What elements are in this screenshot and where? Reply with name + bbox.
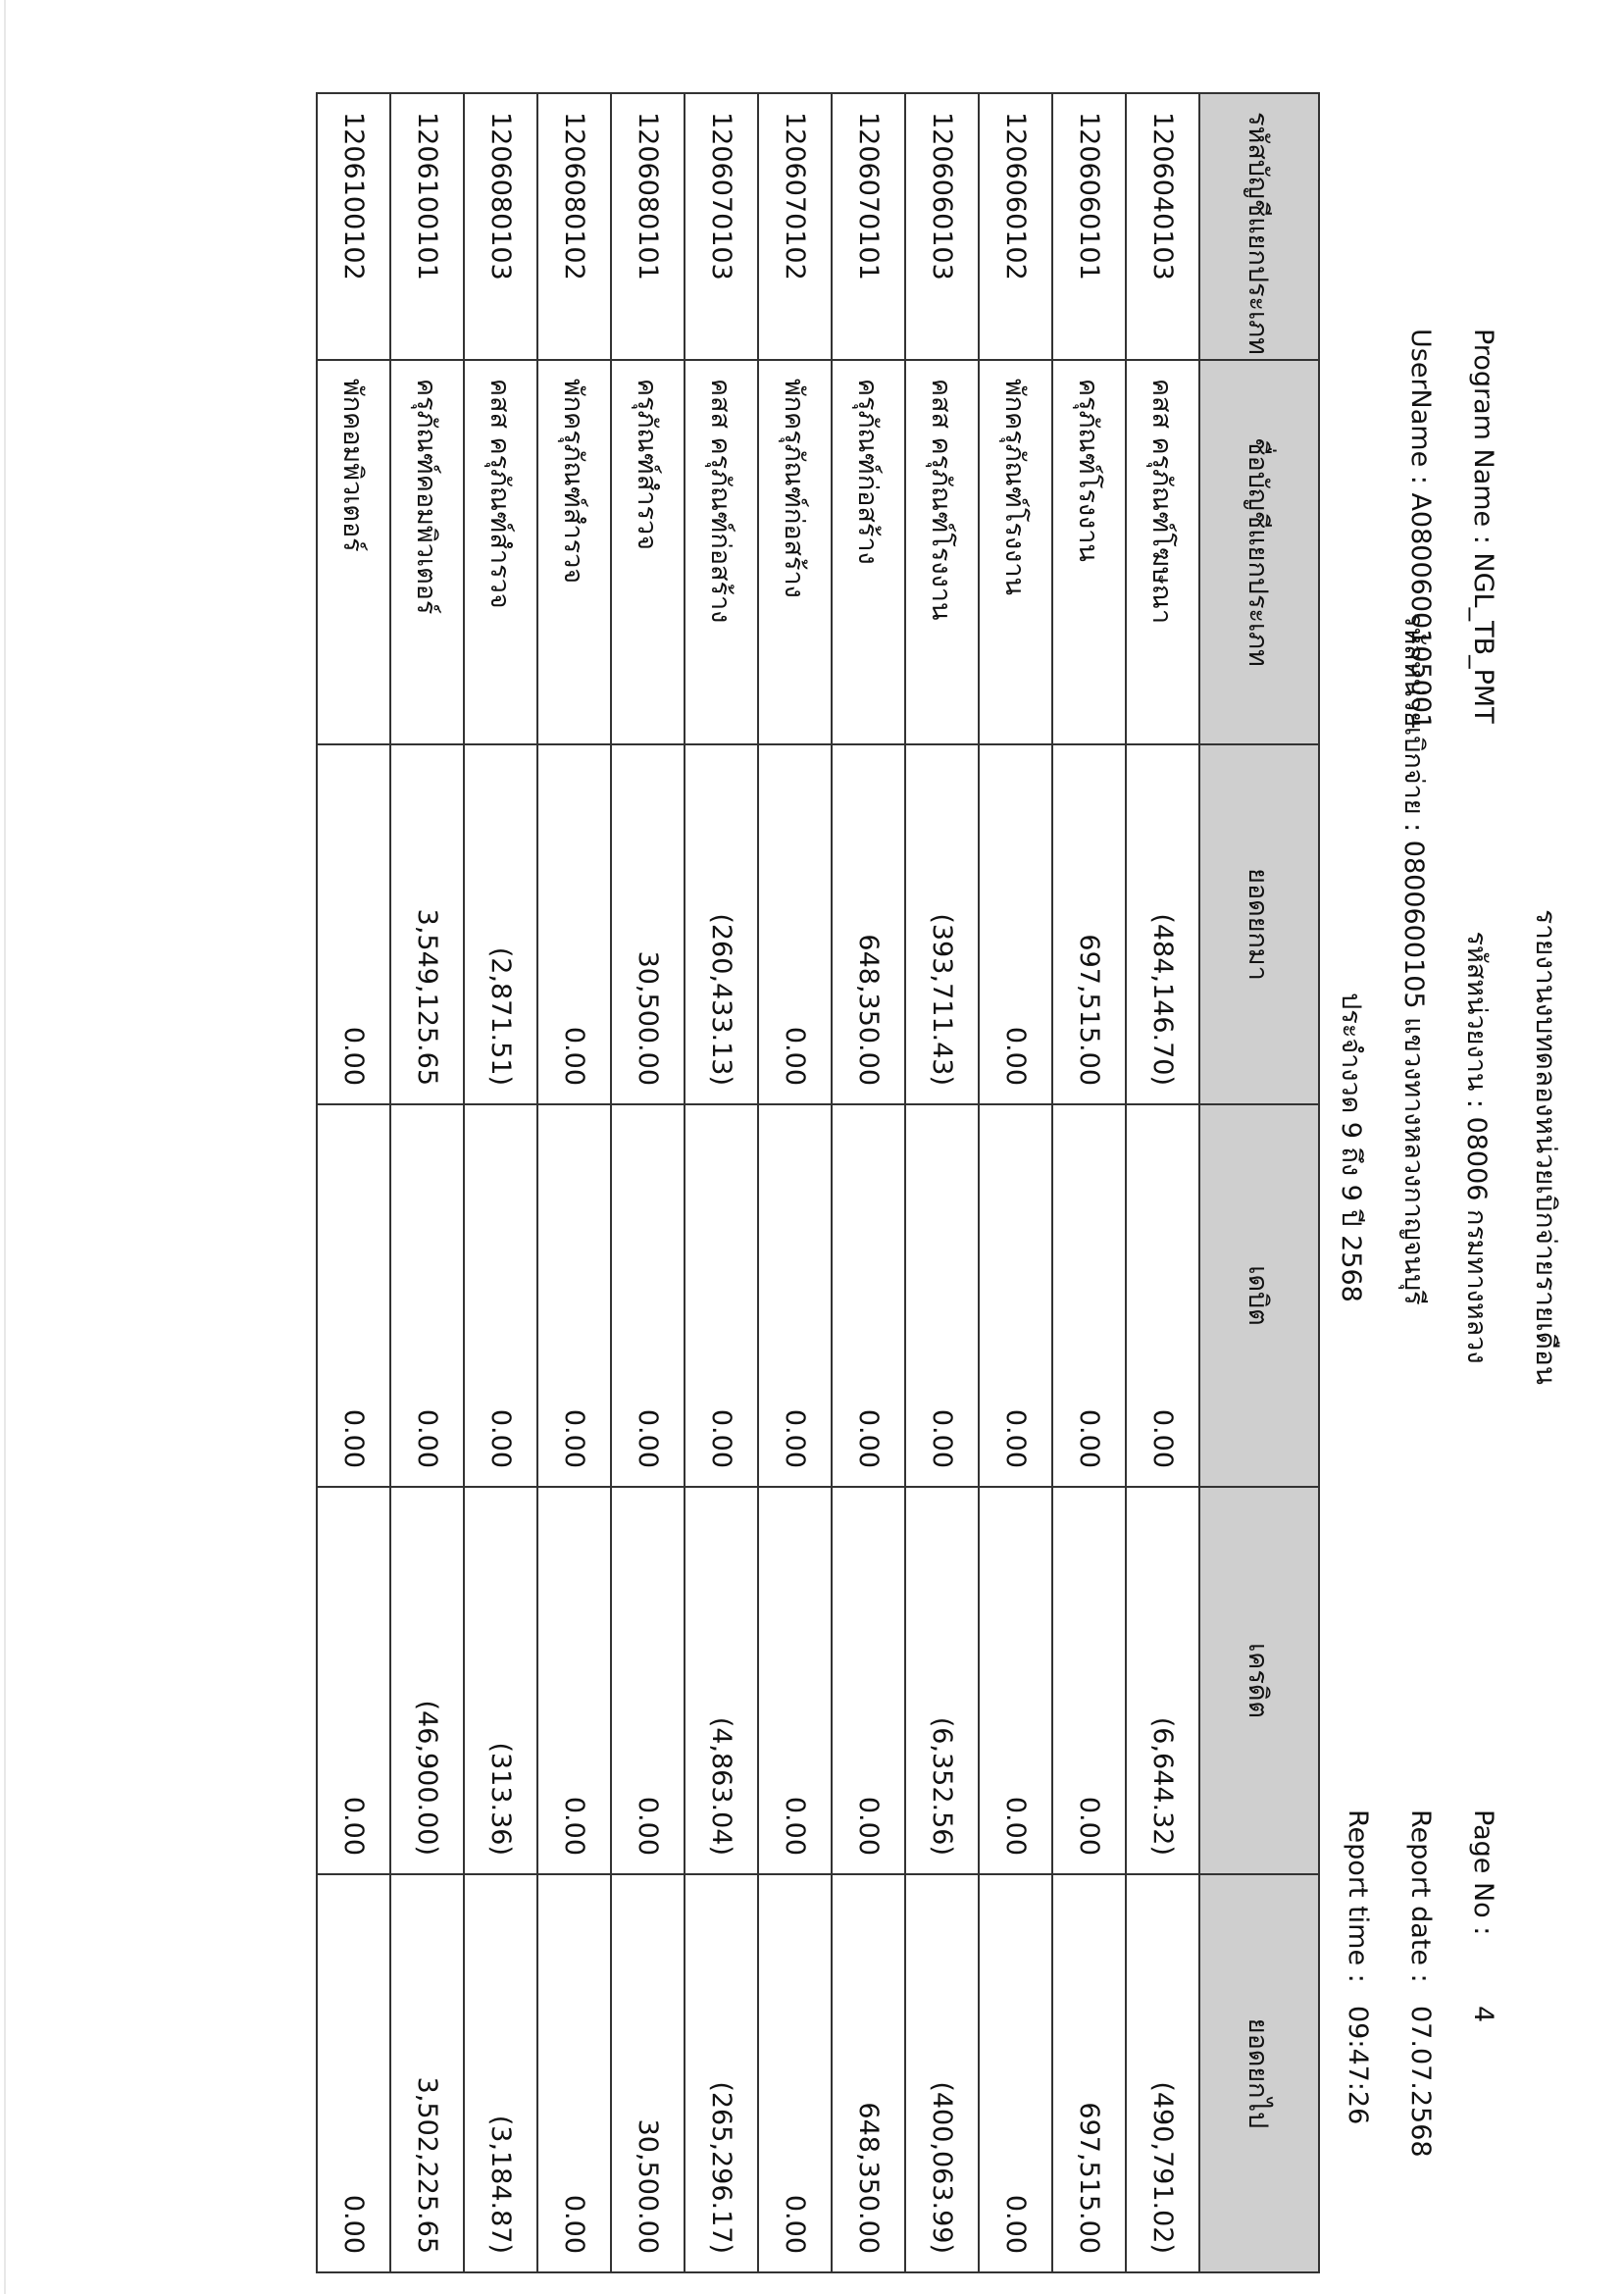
cell-debit: 0.00 (979, 1104, 1052, 1487)
cell-account-name: คสส ครุภัณฑ์โฆษณา (1126, 360, 1199, 744)
cell-account-name: ครุภัณฑ์คอมพิวเตอร์ (390, 360, 464, 744)
cell-credit: (313.36) (464, 1487, 537, 1874)
page-fold-line (4, 0, 6, 2294)
cell-credit: 0.00 (611, 1487, 685, 1874)
cell-balance-brought-forward: (2,871.51) (464, 744, 537, 1104)
table-row (979, 93, 1052, 2272)
cell-account-code: 1206070103 (685, 93, 758, 360)
table-row (464, 93, 537, 2272)
report-time-value: 09:47:26 (1343, 2006, 1373, 2125)
trial-balance-table (316, 92, 1320, 2273)
cell-balance-carried-forward: (490,791.02) (1126, 1874, 1199, 2272)
cell-account-name: คสส ครุภัณฑ์สำรวจ (464, 360, 537, 744)
cell-account-name: คสส ครุภัณฑ์ก่อสร้าง (685, 360, 758, 744)
table-row (390, 93, 464, 2272)
cell-account-code: 1206080102 (537, 93, 611, 360)
cell-debit: 0.00 (390, 1104, 464, 1487)
cell-balance-carried-forward: 0.00 (979, 1874, 1052, 2272)
cell-balance-carried-forward: 0.00 (537, 1874, 611, 2272)
cell-account-name: คสส ครุภัณฑ์โรงงาน (905, 360, 979, 744)
page-no-label: Page No : (1468, 1810, 1498, 1936)
cell-credit: (6,352.56) (905, 1487, 979, 1874)
cell-account-code: 1206040103 (1126, 93, 1199, 360)
cell-balance-brought-forward: 0.00 (979, 744, 1052, 1104)
cell-balance-brought-forward: (484,146.70) (1126, 744, 1199, 1104)
cell-balance-brought-forward: 3,549,125.65 (390, 744, 464, 1104)
disbursing-unit-code: รหัสหน่วยเบิกจ่าย : 0800600105 แขวงทางหลวงกาญจนบุรี (1398, 613, 1429, 1305)
user-name: UserName : A0800600105001 (1405, 329, 1436, 731)
table-row (832, 93, 905, 2272)
cell-credit: 0.00 (537, 1487, 611, 1874)
cell-credit: 0.00 (832, 1487, 905, 1874)
table-body (317, 93, 1199, 2272)
page-no-value: 4 (1468, 2006, 1498, 2023)
cell-debit: 0.00 (1126, 1104, 1199, 1487)
table-row (537, 93, 611, 2272)
cell-account-code: 1206100101 (390, 93, 464, 360)
cell-balance-carried-forward: 0.00 (317, 1874, 390, 2272)
report-date-value: 07.07.2568 (1405, 2006, 1436, 2158)
table-row (1052, 93, 1126, 2272)
cell-account-code: 1206070102 (758, 93, 832, 360)
cell-debit: 0.00 (905, 1104, 979, 1487)
cell-balance-brought-forward: (260,433.13) (685, 744, 758, 1104)
cell-account-code: 1206060102 (979, 93, 1052, 360)
cell-balance-brought-forward: 697,515.00 (1052, 744, 1126, 1104)
cell-account-name: ครุภัณฑ์ก่อสร้าง (832, 360, 905, 744)
column-header-debit: เดบิต (1199, 1104, 1319, 1487)
cell-balance-carried-forward: 697,515.00 (1052, 1874, 1126, 2272)
cell-account-name: ครุภัณฑ์สำรวจ (611, 360, 685, 744)
cell-account-code: 1206070101 (832, 93, 905, 360)
table-row (1126, 93, 1199, 2272)
cell-account-name: พักครุภัณฑ์ก่อสร้าง (758, 360, 832, 744)
cell-debit: 0.00 (464, 1104, 537, 1487)
department-code: รหัสหน่วยงาน : 08006 กรมทางหลวง (1461, 931, 1492, 1364)
cell-balance-carried-forward: (3,184.87) (464, 1874, 537, 2272)
cell-credit: (6,644.32) (1126, 1487, 1199, 1874)
cell-balance-carried-forward: 30,500.00 (611, 1874, 685, 2272)
cell-account-code: 1206060101 (1052, 93, 1126, 360)
table-header-row (1199, 93, 1319, 2272)
cell-debit: 0.00 (611, 1104, 685, 1487)
column-header-account-code: รหัสบัญชีแยกประเภท (1199, 93, 1319, 360)
cell-balance-carried-forward: (400,063.99) (905, 1874, 979, 2272)
table-row (611, 93, 685, 2272)
cell-credit: 0.00 (758, 1487, 832, 1874)
cell-debit: 0.00 (1052, 1104, 1126, 1487)
cell-balance-brought-forward: (393,711.43) (905, 744, 979, 1104)
cell-balance-carried-forward: (265,296.17) (685, 1874, 758, 2272)
cell-debit: 0.00 (758, 1104, 832, 1487)
table-row (758, 93, 832, 2272)
cell-balance-brought-forward: 0.00 (758, 744, 832, 1104)
report-title: รายงานงบทดลองหน่วยเบิกจ่ายรายเดือน (1530, 909, 1562, 1385)
cell-account-code: 1206080101 (611, 93, 685, 360)
cell-debit: 0.00 (537, 1104, 611, 1487)
cell-account-name: พักคอมพิวเตอร์ (317, 360, 390, 744)
cell-balance-carried-forward: 3,502,225.65 (390, 1874, 464, 2272)
cell-account-code: 1206100102 (317, 93, 390, 360)
cell-balance-brought-forward: 30,500.00 (611, 744, 685, 1104)
cell-debit: 0.00 (685, 1104, 758, 1487)
table-row (317, 93, 390, 2272)
cell-credit: 0.00 (1052, 1487, 1126, 1874)
cell-credit: (46,900.00) (390, 1487, 464, 1874)
cell-account-name: พักครุภัณฑ์สำรวจ (537, 360, 611, 744)
cell-balance-brought-forward: 0.00 (317, 744, 390, 1104)
column-header-balance-brought-forward: ยอดยกมา (1199, 744, 1319, 1104)
column-header-balance-carried-forward: ยอดยกไป (1199, 1874, 1319, 2272)
cell-account-name: ครุภัณฑ์โรงงาน (1052, 360, 1126, 744)
cell-balance-brought-forward: 648,350.00 (832, 744, 905, 1104)
cell-account-name: พักครุภัณฑ์โรงงาน (979, 360, 1052, 744)
cell-credit: 0.00 (317, 1487, 390, 1874)
cell-balance-carried-forward: 0.00 (758, 1874, 832, 2272)
table-row (685, 93, 758, 2272)
report-date-label: Report date : (1405, 1810, 1436, 1983)
cell-credit: (4,863.04) (685, 1487, 758, 1874)
cell-balance-brought-forward: 0.00 (537, 744, 611, 1104)
cell-credit: 0.00 (979, 1487, 1052, 1874)
report-period: ประจำงวด 9 ถึง 9 ปี 2568 (1336, 993, 1366, 1302)
report-time-label: Report time : (1343, 1810, 1373, 1983)
column-header-credit: เครดิต (1199, 1487, 1319, 1874)
cell-balance-carried-forward: 648,350.00 (832, 1874, 905, 2272)
cell-debit: 0.00 (832, 1104, 905, 1487)
program-name: Program Name : NGL_TB_PMT (1468, 329, 1498, 724)
column-header-account-name: ชื่อบัญชีแยกประเภท (1199, 360, 1319, 744)
table-row (905, 93, 979, 2272)
cell-debit: 0.00 (317, 1104, 390, 1487)
cell-account-code: 1206080103 (464, 93, 537, 360)
cell-account-code: 1206060103 (905, 93, 979, 360)
